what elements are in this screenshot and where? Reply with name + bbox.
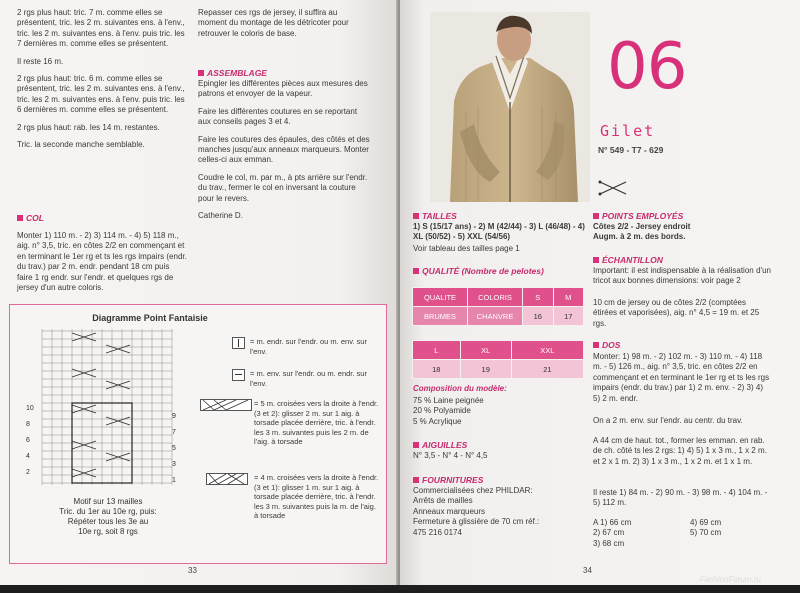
row-label: 2 xyxy=(26,469,30,476)
tailles-note: Voir tableau des tailles page 1 xyxy=(413,244,520,253)
col-heading xyxy=(17,213,44,223)
paragraph: Faire les coutures des épaules, des côtés et des manches jusqu'aux anneaux marqueurs. Monter celles-ci aux emman. xyxy=(198,134,370,165)
fourniture-item: Commercialisées chez PHILDAR: xyxy=(413,486,533,495)
yarn-table-2 xyxy=(412,340,584,379)
assemblage-heading xyxy=(198,68,267,78)
row-labels-right xyxy=(172,409,176,489)
table-cell: QUALITE xyxy=(413,288,468,307)
heading-text: DOS xyxy=(602,340,621,350)
knit-stitch-symbol xyxy=(232,337,245,349)
diagram-title: Diagramme Point Fantaisie xyxy=(92,313,208,323)
dos-heading xyxy=(593,340,620,350)
motif-line: Tric. du 1er au 10e rg, puis: xyxy=(59,507,157,516)
point-item: Côtes 2/2 - Jersey endroit xyxy=(593,222,691,231)
table-row xyxy=(413,360,584,379)
left-column-2-intro: Repasser ces rgs de jersey, il suffira au moment du montage de les détricoter pour retrouver le coloris de base. xyxy=(198,8,349,38)
tailles-text: 1) S (15/17 ans) - 2) M (42/44) - 3) L (46/48) - 4) XL (50/52) - 5) XXL (54/56) xyxy=(413,222,585,242)
table-cell: BRUMES xyxy=(413,307,468,326)
diagram-box xyxy=(9,304,387,564)
page-number: 33 xyxy=(188,566,197,575)
heading-text: TAILLES xyxy=(422,211,457,221)
heights-col-2 xyxy=(690,518,770,539)
table-cell: 18 xyxy=(413,360,461,379)
height-item: 5) 70 cm xyxy=(690,528,722,538)
paragraph: Tric. la seconde manche semblable. xyxy=(17,140,145,150)
row-label: 8 xyxy=(26,421,30,428)
left-column-1 xyxy=(17,8,187,157)
paragraph: 2 rgs plus haut: tric. 6 m. comme elles se présentent, tric. les 2 m. suivantes ens. à l'env., tric. les 2 m. suivantes ens. à l'env. puis tric. les 6 dernières m. comme elles se présentent. xyxy=(17,74,185,115)
paragraph: 2 rgs plus haut: tric. 7 m. comme elles se présentent, tric. les 2 m. suivantes ens. à l'env., tric. les 2 m. suivantes ens. à l'env. puis tric. les 7 dernières m. comme elles se présentent. xyxy=(17,8,185,49)
legend-item: = m. env. sur l'endr. ou m. endr. sur l'env. xyxy=(250,369,367,388)
paragraph: Il reste 16 m. xyxy=(17,56,64,66)
motif-note xyxy=(28,497,188,537)
model-photo xyxy=(430,12,590,202)
paragraph: Epingler les différentes pièces aux mesures des patrons et envoyer de la vapeur. xyxy=(198,79,368,99)
assemblage-text xyxy=(198,79,370,228)
dos-paragraph-4: Il reste 1) 84 m. - 2) 90 m. - 3) 98 m. - 4) 104 m. - 5) 112 m. xyxy=(593,488,768,508)
paragraph: Faire les différentes coutures en se reportant aux conseils pages 3 et 4. xyxy=(198,106,358,127)
pattern-title: Gilet xyxy=(600,122,656,140)
row-label: 3 xyxy=(172,461,176,468)
cable-5-symbol xyxy=(200,399,252,411)
heading-text: FOURNITURES xyxy=(422,475,484,485)
heading-text: QUALITÉ (Nombre de pelotes) xyxy=(422,266,544,276)
heading-text: POINTS EMPLOYÉS xyxy=(602,211,684,221)
pattern-reference: N° 549 - T7 - 629 xyxy=(598,145,664,155)
points-list xyxy=(593,222,773,243)
bullet-square-icon xyxy=(17,215,23,221)
table-cell: XL xyxy=(460,341,511,360)
row-label: 5 xyxy=(172,445,176,452)
motif-line: Répéter tous les 3e au xyxy=(67,517,149,526)
table-cell: COLORIS xyxy=(468,288,523,307)
legend-item: = m. endr. sur l'endr. ou m. env. sur l'env. xyxy=(250,337,367,356)
bullet-square-icon xyxy=(413,442,419,448)
row-label: 1 xyxy=(172,477,176,484)
heading-text: AIGUILLES xyxy=(422,440,468,450)
row-label: 9 xyxy=(172,413,176,420)
bullet-square-icon xyxy=(593,342,599,348)
row-label: 6 xyxy=(26,437,30,444)
paragraph: 2 rgs plus haut: rab. les 14 m. restantes. xyxy=(17,122,160,132)
row-label: 7 xyxy=(172,429,176,436)
bottom-edge xyxy=(0,585,800,593)
composition-item: 75 % Laine peignée xyxy=(413,396,484,405)
composition-heading: Composition du modèle: xyxy=(413,384,507,393)
composition-list xyxy=(413,396,583,427)
heading-text: ÉCHANTILLON xyxy=(602,255,663,265)
cable-4-symbol xyxy=(206,473,248,485)
table-cell: 17 xyxy=(553,307,584,326)
heading-text: ASSEMBLAGE xyxy=(207,68,267,78)
bullet-square-icon xyxy=(593,257,599,263)
bullet-square-icon xyxy=(198,70,204,76)
table-cell: 16 xyxy=(523,307,554,326)
bullet-square-icon xyxy=(413,268,419,274)
table-header-row xyxy=(413,341,584,360)
yarn-table-1 xyxy=(412,287,584,326)
echantillon-text-2: 10 cm de jersey ou de côtes 2/2 (comptées étirées et vaporisées), aig. n° 4,5 = 19 m. et 25 rgs. xyxy=(593,298,760,328)
fournitures-list xyxy=(413,486,588,538)
table-cell: M xyxy=(553,288,584,307)
motif-line: 10e rg, soit 8 rgs xyxy=(78,527,138,536)
col-text: Monter 1) 110 m. - 2) 3) 114 m. - 4) 5) 118 m., aig. n° 3,5, tric. en côtes 2/2 en commençant et en terminant le 1er rg et ts les rgs impairs (endr. du trav.) par 2 m. endr. pendant 18 cm puis faire 1 rg endr. sur l'endr. et quelques rgs de jersey d'un autre coloris. xyxy=(17,231,187,293)
pattern-number: 06 xyxy=(607,30,687,104)
table-row xyxy=(413,307,584,326)
fourniture-item: Anneaux marqueurs xyxy=(413,506,486,516)
echantillon-text: Important: il est indispensable à la réalisation d'un tricot aux bonnes dimensions: voir page 2 xyxy=(593,266,771,286)
fourniture-item: Arrêts de mailles xyxy=(413,496,473,506)
composition-item: 5 % Acrylique xyxy=(413,416,462,426)
fourniture-item: 475 216 0174 xyxy=(413,527,462,537)
table-cell: CHANVRE xyxy=(468,307,523,326)
paragraph: Coudre le col, m. par m., à pts arrière sur l'endr. du trav., fermer le col en inversant la couture pour le revers. xyxy=(198,172,368,203)
left-page xyxy=(0,0,398,585)
dos-paragraph-1: Monter: 1) 98 m. - 2) 102 m. - 3) 110 m. - 4) 118 m. - 5) 126 m., aig. n° 3,5, tric. en côtes 2/2 en commençant et en terminant le 1er rg et ts les rgs impairs (endr. du trav.) par 1) 2 m. env. - 2) 3) 4) 5) 2 m. endr. xyxy=(593,352,770,403)
purl-stitch-symbol xyxy=(232,369,245,381)
legend-item: = 5 m. croisées vers la droite à l'endr. (3 et 2): glisser 2 m. sur 1 aig. à torsade placée derrière, tric. à l'endr. les 3 m. suivantes puis les 2 m. de l'aig. à torsade xyxy=(254,399,379,447)
motif-line: Motif sur 13 mailles xyxy=(73,497,143,506)
bullet-square-icon xyxy=(413,477,419,483)
tailles-heading xyxy=(413,211,457,221)
echantillon-heading xyxy=(593,255,663,265)
height-item: 3) 68 cm xyxy=(593,538,625,548)
fourniture-item: Fermeture à glissière de 70 cm réf.: xyxy=(413,517,540,527)
height-item: 4) 69 cm xyxy=(690,518,722,527)
table-cell: 19 xyxy=(460,360,511,379)
dos-paragraph-2: On a 2 m. env. sur l'endr. au centr. du trav. xyxy=(593,416,743,425)
composition-item: 20 % Polyamide xyxy=(413,406,471,416)
page-number: 34 xyxy=(583,566,592,575)
point-item: Augm. à 2 m. des bords. xyxy=(593,232,686,242)
row-labels-left xyxy=(26,401,34,481)
knitting-chart xyxy=(38,329,178,487)
row-label: 10 xyxy=(26,405,34,412)
qualite-heading xyxy=(413,266,544,276)
table-cell: L xyxy=(413,341,461,360)
table-header-row xyxy=(413,288,584,307)
height-item: A 1) 66 cm xyxy=(593,518,632,527)
needles-icon xyxy=(598,180,628,196)
bullet-square-icon xyxy=(413,213,419,219)
heights-col-1 xyxy=(593,518,683,549)
bullet-square-icon xyxy=(593,213,599,219)
table-cell: 21 xyxy=(511,360,583,379)
signature: Catherine D. xyxy=(198,211,243,221)
row-label: 4 xyxy=(26,453,30,460)
fournitures-heading xyxy=(413,475,483,485)
legend-item: = 4 m. croisées vers la droite à l'endr. (3 et 1): glisser 1 m. sur 1 aig. à torsade placée derrière, tric. à l'endr. les 3 m. suivantes puis la m. de l'aig. à torsade xyxy=(254,473,379,521)
points-heading xyxy=(593,211,683,221)
height-item: 2) 67 cm xyxy=(593,528,625,538)
aiguilles-text: N° 3,5 - N° 4 - N° 4,5 xyxy=(413,451,488,460)
dos-paragraph-3: A 44 cm de haut. tot., former les emman. en rab. de ch. côté ts les 2 rgs: 1) 4) 5) 1 x 3 m., 1 x 2 m. et 2 x 1 m. 2) 3) 1 x 3 m., 1 x 2 m. et 1 x 1 m. xyxy=(593,436,767,466)
aiguilles-heading xyxy=(413,440,467,450)
heading-text: COL xyxy=(26,213,44,223)
watermark: FashionForum.ru xyxy=(700,575,761,584)
table-cell: XXL xyxy=(511,341,583,360)
table-cell: S xyxy=(523,288,554,307)
